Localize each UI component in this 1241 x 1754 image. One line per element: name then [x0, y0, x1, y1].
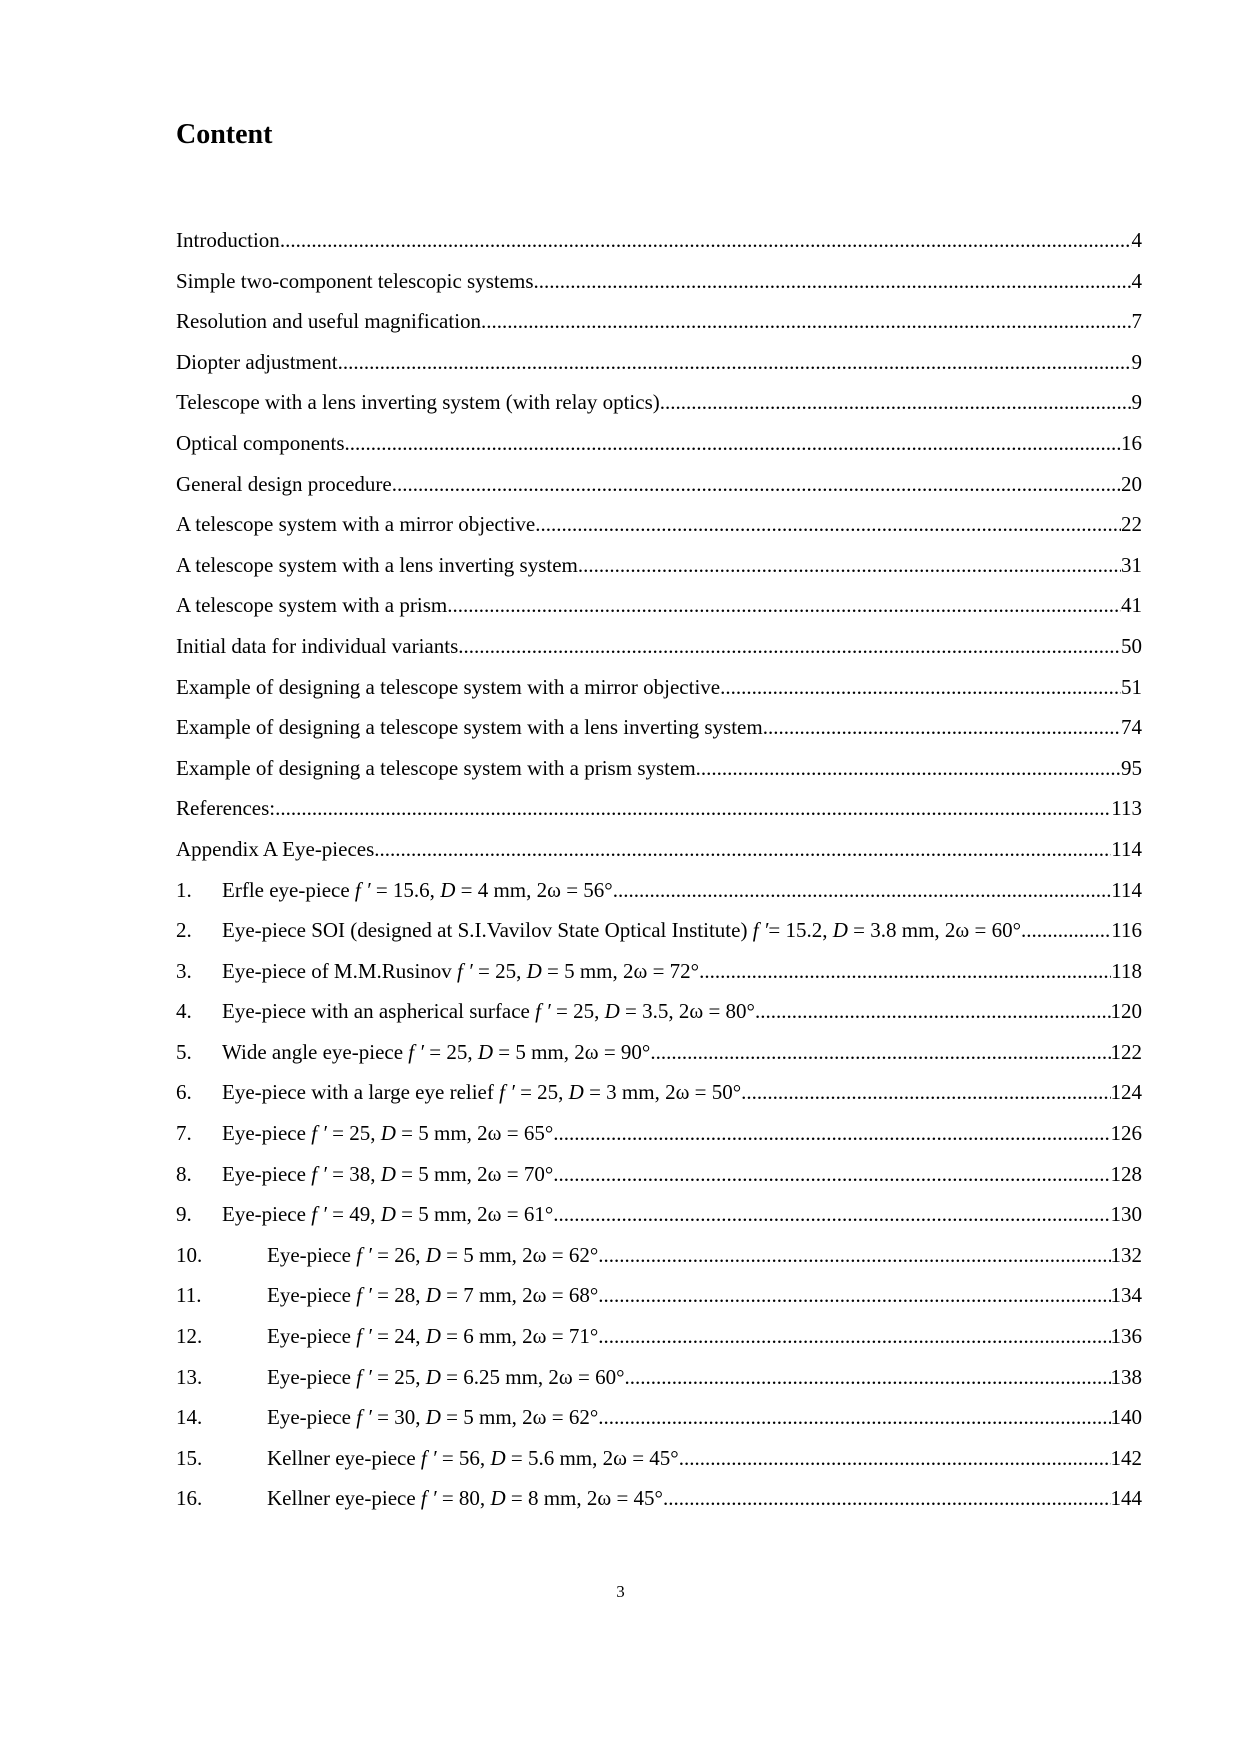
toc-entry[interactable]: [176, 1403, 1142, 1444]
toc-entry-title: Example of designing a telescope system with a mirror objective: [176, 674, 721, 699]
toc-entry-title: Introduction: [176, 228, 280, 252]
toc-entry-number: 2.: [176, 918, 192, 943]
dot-leader: [598, 1403, 1110, 1431]
toc-entry[interactable]: [176, 470, 1142, 511]
dot-leader: [650, 1038, 1110, 1066]
toc-entry-page: 136: [1110, 1324, 1142, 1349]
toc-entry-title: Telescope with a lens inverting system (with relay optics): [176, 390, 660, 415]
toc-entry-title: Resolution and useful magnification: [176, 309, 482, 334]
dot-leader: [345, 429, 1121, 457]
toc-entry[interactable]: [176, 510, 1142, 551]
toc-entry-title: Kellner eye-piece f ′ = 56, D = 5.6 mm, 2ω = 45°: [267, 1445, 679, 1470]
toc-entry-number: 9.: [176, 1202, 192, 1227]
toc-entry[interactable]: [176, 1322, 1142, 1363]
toc-entry-title: Eye-piece f ′ = 28, D = 7 mm, 2ω = 68°: [267, 1283, 599, 1308]
toc-entry-title: Eye-piece f ′ = 38, D = 5 mm, 2ω = 70°: [222, 1161, 554, 1186]
toc-entry-page: 130: [1110, 1202, 1142, 1227]
toc-entry-number: 12.: [176, 1324, 203, 1349]
toc-entry-number: 13.: [176, 1364, 203, 1389]
toc-entry-page: 114: [1111, 836, 1142, 861]
toc-entry-number: 5.: [176, 1039, 192, 1064]
toc-entry-title: Erfle eye-piece f ′ = 15.6, D = 4 mm, 2ω = 56°: [222, 877, 613, 902]
toc-entry-page: 9: [1131, 390, 1142, 415]
toc-entry[interactable]: [176, 226, 1142, 267]
toc-entry-number: 4.: [176, 999, 192, 1024]
dot-leader: [598, 1281, 1110, 1309]
toc-entry[interactable]: [176, 429, 1142, 470]
dot-leader: [275, 794, 1111, 822]
toc-entry[interactable]: [176, 307, 1142, 348]
toc-entry-title: Eye-piece f ′ = 26, D = 5 mm, 2ω = 62°: [267, 1242, 599, 1267]
dot-leader: [598, 1241, 1110, 1269]
dot-leader: [663, 1484, 1111, 1512]
toc-entry-page: 142: [1110, 1445, 1142, 1470]
dot-leader: [598, 1322, 1110, 1350]
toc-entry[interactable]: [176, 1038, 1142, 1079]
toc-entry[interactable]: [176, 835, 1142, 876]
toc-entry-title: Example of designing a telescope system with a prism system: [176, 755, 696, 780]
toc-entry-page: 31: [1121, 552, 1142, 577]
toc-entry-title: Eye-piece of M.M.Rusinov f ′ = 25, D = 5 mm, 2ω = 72°: [222, 958, 700, 983]
toc-entry[interactable]: [176, 551, 1142, 592]
toc-entry-page: 118: [1111, 958, 1142, 983]
toc-entry-number: 16.: [176, 1486, 203, 1511]
toc-entry[interactable]: [176, 1444, 1142, 1485]
toc-entry-page: 4: [1131, 268, 1142, 293]
toc-entry-number: 6.: [176, 1080, 192, 1105]
dot-leader: [553, 1160, 1110, 1188]
dot-leader: [624, 1363, 1110, 1391]
dot-leader: [660, 388, 1132, 416]
toc-entry[interactable]: [176, 673, 1142, 714]
toc-entry[interactable]: [176, 1078, 1142, 1119]
toc-entry-page: 138: [1110, 1364, 1142, 1389]
toc-entry-title: Example of designing a telescope system with a lens inverting system: [176, 715, 763, 740]
dot-leader: [458, 632, 1121, 660]
toc-entry-title: A telescope system with a lens inverting system: [176, 552, 578, 577]
toc-entry-title: References:: [176, 796, 276, 821]
toc-entry-page: 116: [1111, 918, 1142, 943]
toc-entry[interactable]: [176, 632, 1142, 673]
toc-entry[interactable]: [176, 1119, 1142, 1160]
dot-leader: [763, 713, 1121, 741]
toc-entry-title: A telescope system with a mirror objective: [176, 512, 536, 537]
toc-entry-title: A telescope system with a prism: [176, 593, 448, 618]
toc-entry-page: 51: [1121, 674, 1142, 699]
page-title: Content: [176, 119, 273, 150]
dot-leader: [741, 1078, 1110, 1106]
toc-entry-page: 126: [1110, 1121, 1142, 1146]
toc-entry[interactable]: [176, 916, 1142, 957]
dot-leader: [613, 876, 1112, 904]
toc-entry[interactable]: [176, 1241, 1142, 1282]
toc-entry-title: Wide angle eye-piece f ′ = 25, D = 5 mm, 2ω = 90°: [222, 1039, 651, 1064]
toc-entry-number: 8.: [176, 1161, 192, 1186]
toc-entry[interactable]: [176, 1281, 1142, 1322]
toc-entry-title: Appendix A Eye-pieces: [176, 836, 375, 861]
toc-entry-page: 16: [1121, 430, 1142, 455]
toc-entry-number: 3.: [176, 958, 192, 983]
dot-leader: [553, 1200, 1110, 1228]
toc-entry-page: 144: [1110, 1486, 1142, 1511]
toc-entry[interactable]: [176, 1363, 1142, 1404]
dot-leader: [481, 307, 1131, 335]
toc-entry-number: 14.: [176, 1405, 203, 1430]
toc-entry-title: Eye-piece f ′ = 24, D = 6 mm, 2ω = 71°: [267, 1324, 599, 1349]
toc-entry-page: 140: [1110, 1405, 1142, 1430]
toc-entry[interactable]: [176, 713, 1142, 754]
toc-entry-number: 1.: [176, 877, 192, 902]
toc-entry-title: Simple two-component telescopic systems: [176, 268, 534, 293]
toc-entry-page: 95: [1121, 755, 1142, 780]
toc-entry-title: Eye-piece f ′ = 49, D = 5 mm, 2ω = 61°: [222, 1202, 554, 1227]
toc-entry[interactable]: [176, 267, 1142, 308]
toc-entry[interactable]: [176, 1484, 1142, 1525]
toc-entry[interactable]: [176, 591, 1142, 632]
toc-entry[interactable]: [176, 876, 1142, 917]
toc-entry-page: 20: [1121, 471, 1142, 496]
dot-leader: [679, 1444, 1111, 1472]
toc-entry[interactable]: [176, 997, 1142, 1038]
toc-entry[interactable]: [176, 1160, 1142, 1201]
toc-entry-title: Eye-piece f ′ = 25, D = 6.25 mm, 2ω = 60°: [267, 1364, 625, 1389]
toc-entry-number: 7.: [176, 1121, 192, 1146]
dot-leader: [755, 997, 1111, 1025]
dot-leader: [696, 754, 1121, 782]
dot-leader: [1021, 916, 1111, 944]
toc-entry-title: Eye-piece with an aspherical surface f ′ = 25, D = 3.5, 2ω = 80°: [222, 999, 755, 1024]
toc-entry-title: Kellner eye-piece f ′ = 80, D = 8 mm, 2ω = 45°: [267, 1486, 663, 1511]
toc-entry-title: General design procedure: [176, 471, 392, 496]
dot-leader: [447, 591, 1121, 619]
toc-entry-page: 7: [1131, 309, 1142, 334]
toc-entry-title: Eye-piece SOI (designed at S.I.Vavilov State Optical Institute) f ′= 15.2, D = 3.8 mm, 2ω = 60°: [222, 918, 1021, 943]
toc-entry-page: 128: [1110, 1161, 1142, 1186]
dot-leader: [374, 835, 1111, 863]
toc-entry-page: 134: [1110, 1283, 1142, 1308]
toc-entry-page: 74: [1121, 715, 1142, 740]
dot-leader: [553, 1119, 1110, 1147]
toc-entry-page: 132: [1110, 1242, 1142, 1267]
toc-entry-number: 10.: [176, 1242, 203, 1267]
toc-entry-page: 120: [1110, 999, 1142, 1024]
dot-leader: [720, 673, 1121, 701]
toc-entry-page: 122: [1110, 1039, 1142, 1064]
toc-entry[interactable]: [176, 388, 1142, 429]
toc-entry[interactable]: [176, 957, 1142, 998]
toc-entry-page: 9: [1131, 349, 1142, 374]
dot-leader: [280, 226, 1132, 254]
toc-entry-title: Eye-piece f ′ = 30, D = 5 mm, 2ω = 62°: [267, 1405, 599, 1430]
toc-entry-page: 50: [1121, 633, 1142, 658]
toc-entry-title: Initial data for individual variants: [176, 633, 459, 658]
page-number: 3: [616, 1582, 625, 1601]
toc-entry-title: Eye-piece with a large eye relief f ′ = 25, D = 3 mm, 2ω = 50°: [222, 1080, 742, 1105]
toc-entry-title: Optical components: [176, 430, 345, 455]
dot-leader: [535, 510, 1121, 538]
toc-entry[interactable]: [176, 1200, 1142, 1241]
dot-leader: [699, 957, 1111, 985]
dot-leader: [578, 551, 1121, 579]
toc-entry-page: 113: [1111, 796, 1142, 821]
table-of-contents: [176, 226, 1142, 1525]
dot-leader: [534, 267, 1132, 295]
toc-entry-page: 22: [1121, 512, 1142, 537]
toc-entry-page: 114: [1111, 877, 1142, 902]
toc-entry-page: 124: [1110, 1080, 1142, 1105]
toc-entry-number: 11.: [176, 1283, 202, 1308]
toc-entry[interactable]: [176, 348, 1142, 389]
dot-leader: [392, 470, 1121, 498]
toc-entry-title: Eye-piece f ′ = 25, D = 5 mm, 2ω = 65°: [222, 1121, 554, 1146]
toc-entry[interactable]: [176, 754, 1142, 795]
dot-leader: [338, 348, 1132, 376]
toc-entry-page: 41: [1121, 593, 1142, 618]
toc-entry[interactable]: [176, 794, 1142, 835]
toc-entry-title: Diopter adjustment: [176, 349, 338, 374]
toc-entry-number: 15.: [176, 1445, 203, 1470]
toc-entry-page: 4: [1131, 228, 1142, 252]
